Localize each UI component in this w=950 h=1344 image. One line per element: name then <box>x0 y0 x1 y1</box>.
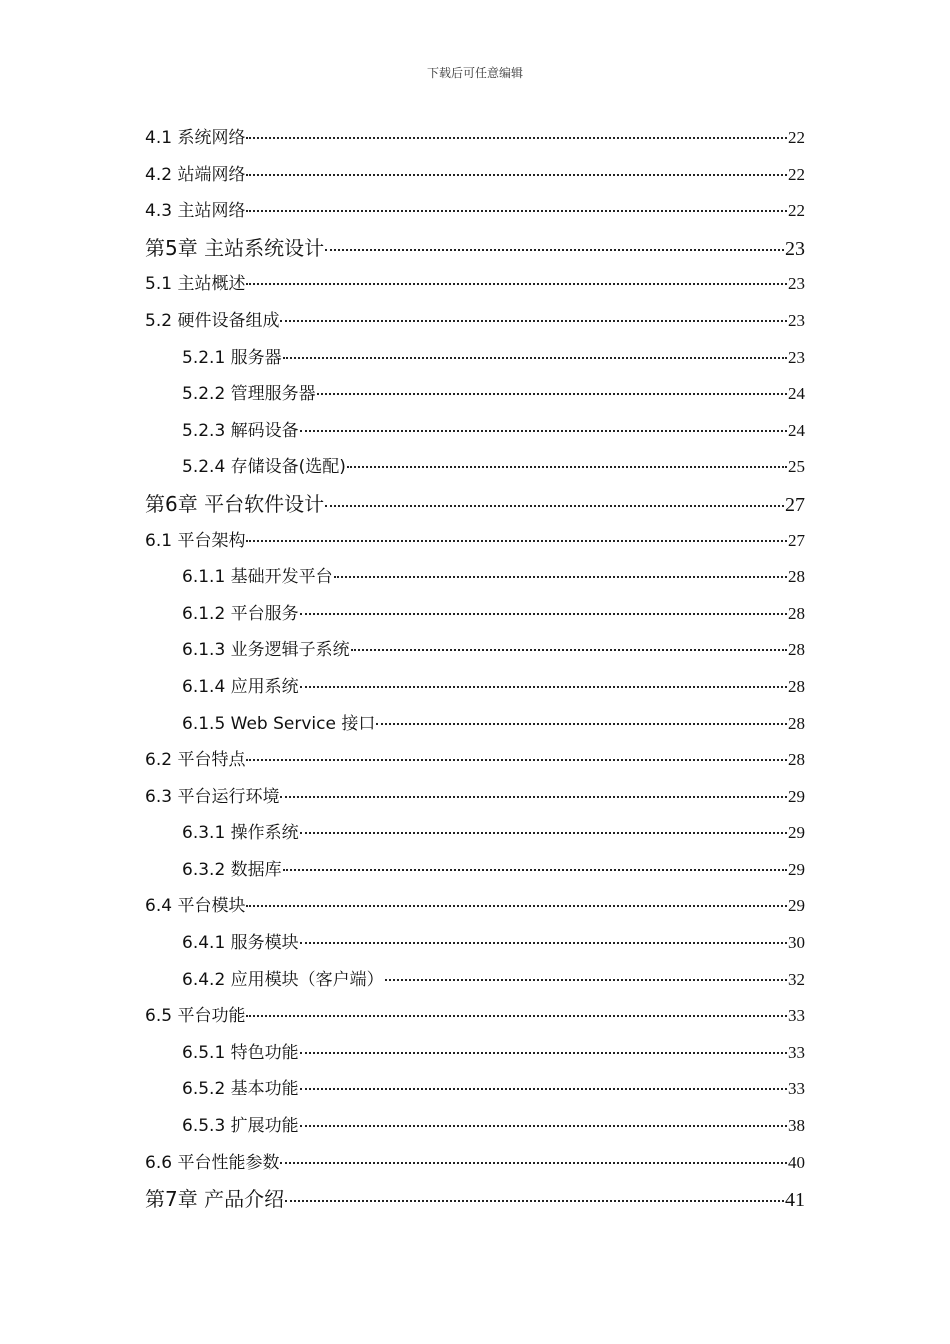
toc-page-number: 38 <box>788 1116 805 1136</box>
toc-entry-label: 6.5 平台功能 <box>145 1006 246 1027</box>
toc-chapter-entry[interactable] <box>145 1181 805 1218</box>
toc-dot-leader <box>300 1088 787 1090</box>
toc-entry-label: 6.5.2 基本功能 <box>182 1079 299 1100</box>
toc-section-entry[interactable] <box>145 596 805 633</box>
toc-entry-label: 6.4 平台模块 <box>145 896 246 917</box>
toc-entry-label: 6.2 平台特点 <box>145 750 246 771</box>
toc-page-number: 33 <box>788 1042 805 1062</box>
toc-page-number: 25 <box>788 457 805 477</box>
toc-section-entry[interactable] <box>145 303 805 340</box>
toc-dot-leader <box>325 505 784 507</box>
toc-entry-label: 6.1.2 平台服务 <box>182 603 299 624</box>
toc-page-number: 32 <box>788 969 805 989</box>
toc-entry-label: 第5章 主站系统设计 <box>145 235 325 260</box>
toc-entry-label: 6.3.2 数据库 <box>182 859 282 880</box>
toc-section-entry[interactable] <box>145 1108 805 1145</box>
toc-entry-label: 6.1.5 Web Service 接口 <box>182 713 376 734</box>
toc-page-number: 23 <box>788 310 805 330</box>
toc-page-number: 27 <box>788 530 805 550</box>
toc-dot-leader <box>351 649 787 651</box>
toc-page-number: 28 <box>788 713 805 733</box>
toc-page-number: 30 <box>788 933 805 953</box>
toc-dot-leader <box>300 686 787 688</box>
toc-dot-leader <box>285 1200 784 1202</box>
toc-chapter-entry[interactable] <box>145 230 805 267</box>
toc-page-number: 41 <box>785 1189 805 1212</box>
toc-entry-label: 4.1 系统网络 <box>145 128 246 148</box>
toc-section-entry[interactable] <box>145 120 805 157</box>
toc-page-number: 29 <box>788 823 805 843</box>
toc-dot-leader <box>347 466 787 468</box>
toc-page-number: 40 <box>788 1152 805 1172</box>
toc-dot-leader <box>300 1125 787 1127</box>
toc-dot-leader <box>246 759 787 761</box>
toc-page-number: 24 <box>788 384 805 404</box>
toc-page-number: 28 <box>788 567 805 587</box>
toc-section-entry[interactable] <box>145 193 805 230</box>
toc-page-number: 23 <box>785 237 805 260</box>
toc-dot-leader <box>246 210 787 212</box>
toc-entry-label: 6.1.4 应用系统 <box>182 676 299 697</box>
toc-page-number: 22 <box>788 164 805 184</box>
toc-page-number: 33 <box>788 1006 805 1026</box>
table-of-contents <box>145 120 805 1218</box>
toc-page-number: 28 <box>788 640 805 660</box>
toc-section-entry[interactable] <box>145 449 805 486</box>
toc-section-entry[interactable] <box>145 559 805 596</box>
toc-dot-leader <box>300 430 787 432</box>
toc-page-number: 23 <box>788 274 805 294</box>
toc-chapter-entry[interactable] <box>145 486 805 523</box>
toc-entry-label: 第6章 平台软件设计 <box>145 491 325 516</box>
toc-entry-label: 4.3 主站网络 <box>145 201 246 222</box>
toc-dot-leader <box>246 905 787 907</box>
toc-section-entry[interactable] <box>145 779 805 816</box>
toc-dot-leader <box>280 320 787 322</box>
toc-entry-label: 6.5.1 特色功能 <box>182 1042 299 1063</box>
toc-page-number: 28 <box>788 676 805 696</box>
toc-entry-label: 5.2 硬件设备组成 <box>145 310 280 331</box>
toc-page-number: 29 <box>788 786 805 806</box>
toc-entry-label: 6.4.1 服务模块 <box>182 933 299 954</box>
toc-dot-leader <box>246 1015 787 1017</box>
toc-section-entry[interactable] <box>145 852 805 889</box>
toc-entry-label: 6.1.3 业务逻辑子系统 <box>182 640 350 661</box>
toc-section-entry[interactable] <box>145 340 805 377</box>
toc-dot-leader <box>246 137 787 139</box>
page-header: 下载后可任意编辑 <box>426 66 523 80</box>
toc-page-number: 28 <box>788 750 805 770</box>
toc-section-entry[interactable] <box>145 925 805 962</box>
toc-entry-label: 5.2.4 存储设备(选配) <box>182 457 346 478</box>
toc-page-number: 24 <box>788 420 805 440</box>
toc-section-entry[interactable] <box>145 742 805 779</box>
toc-section-entry[interactable] <box>145 1071 805 1108</box>
toc-dot-leader <box>334 576 787 578</box>
toc-dot-leader <box>280 1162 787 1164</box>
toc-page-number: 29 <box>788 896 805 916</box>
toc-entry-label: 5.1 主站概述 <box>145 274 246 295</box>
toc-dot-leader <box>246 540 787 542</box>
toc-dot-leader <box>385 979 787 981</box>
toc-page-number: 27 <box>785 493 805 516</box>
toc-page-number: 33 <box>788 1079 805 1099</box>
toc-dot-leader <box>280 796 787 798</box>
toc-dot-leader <box>283 869 787 871</box>
toc-entry-label: 5.2.3 解码设备 <box>182 420 299 441</box>
toc-entry-label: 6.5.3 扩展功能 <box>182 1116 299 1137</box>
toc-entry-label: 6.3.1 操作系统 <box>182 823 299 844</box>
toc-page-number: 23 <box>788 347 805 367</box>
toc-dot-leader <box>246 283 787 285</box>
toc-dot-leader <box>300 832 787 834</box>
toc-page-number: 22 <box>788 128 805 147</box>
toc-section-entry[interactable] <box>145 706 805 743</box>
toc-section-entry[interactable] <box>145 266 805 303</box>
toc-dot-leader <box>300 613 787 615</box>
toc-dot-leader <box>317 393 787 395</box>
toc-section-entry[interactable] <box>145 413 805 450</box>
toc-page-number: 29 <box>788 859 805 879</box>
toc-section-entry[interactable] <box>145 157 805 194</box>
toc-page-number: 28 <box>788 603 805 623</box>
toc-dot-leader <box>325 249 784 251</box>
toc-section-entry[interactable] <box>145 1035 805 1072</box>
toc-entry-label: 4.2 站端网络 <box>145 164 246 185</box>
toc-page-number: 22 <box>788 201 805 221</box>
toc-entry-label: 6.4.2 应用模块（客户端） <box>182 969 384 990</box>
toc-section-entry[interactable] <box>145 523 805 560</box>
toc-entry-label: 6.3 平台运行环境 <box>145 786 280 807</box>
toc-entry-label: 6.1.1 基础开发平台 <box>182 567 333 588</box>
toc-section-entry[interactable] <box>145 815 805 852</box>
toc-dot-leader <box>300 942 787 944</box>
toc-section-entry[interactable] <box>145 632 805 669</box>
toc-section-entry[interactable] <box>145 1145 805 1182</box>
toc-section-entry[interactable] <box>145 888 805 925</box>
toc-section-entry[interactable] <box>145 669 805 706</box>
toc-entry-label: 6.1 平台架构 <box>145 530 246 551</box>
toc-section-entry[interactable] <box>145 962 805 999</box>
toc-dot-leader <box>376 723 787 725</box>
toc-dot-leader <box>246 174 787 176</box>
toc-dot-leader <box>283 357 787 359</box>
toc-section-entry[interactable] <box>145 998 805 1035</box>
toc-entry-label: 5.2.2 管理服务器 <box>182 384 316 405</box>
toc-entry-label: 6.6 平台性能参数 <box>145 1152 280 1173</box>
toc-entry-label: 5.2.1 服务器 <box>182 347 282 368</box>
toc-dot-leader <box>300 1052 787 1054</box>
toc-entry-label: 第7章 产品介绍 <box>145 1187 285 1212</box>
toc-section-entry[interactable] <box>145 376 805 413</box>
